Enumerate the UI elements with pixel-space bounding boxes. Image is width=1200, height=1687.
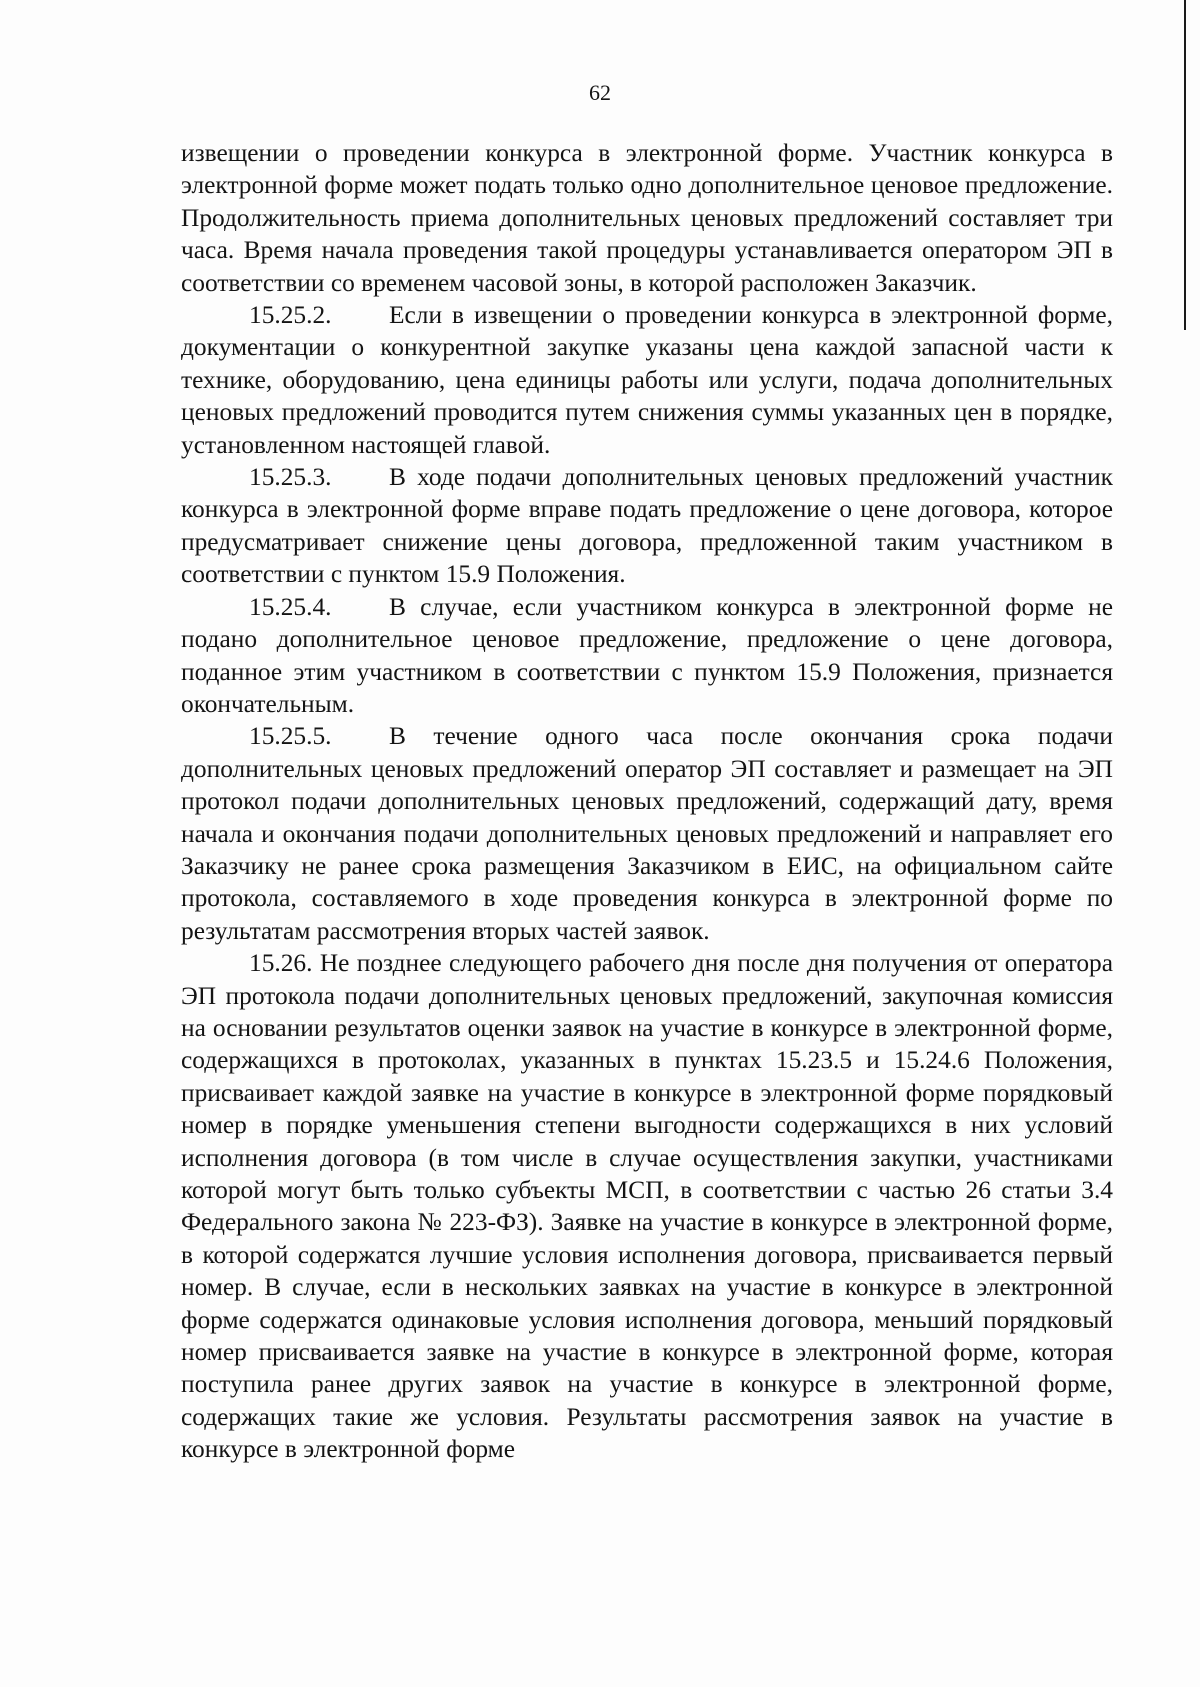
- paragraph-15-25-3: [181, 461, 1113, 591]
- scan-edge-line: [1184, 0, 1186, 330]
- clause-number: 15.25.3.: [249, 463, 332, 492]
- clause-number: 15.25.2.: [249, 301, 332, 330]
- paragraph-continuation: [181, 137, 1113, 299]
- paragraph-15-25-5: [181, 720, 1113, 947]
- document-body: [181, 137, 1113, 1466]
- paragraph-text: извещении о проведении конкурса в электронной форме. Участник конкурса в электронной форме может подать только одно дополнительное ценовое предложение. Продолжительность приема дополнительных ценовых предложений составляет три часа. Время начала проведения такой процедуры устанавливается оператором ЭП в соответствии со временем часовой зоны, в которой расположен Заказчик.: [181, 139, 1113, 297]
- paragraph-15-25-2: [181, 299, 1113, 461]
- paragraph-text: В ходе подачи дополнительных ценовых предложений участник конкурса в электронной форме вправе подать предложение о цене договора, которое предусматривает снижение цены договора, предложенной таким участником в соответствии с пунктом 15.9 Положения.: [181, 463, 1113, 589]
- paragraph-text: В течение одного часа после окончания срока подачи дополнительных ценовых предложений оператор ЭП составляет и размещает на ЭП протокол подачи дополнительных ценовых предложений, содержащий дату, время начала и окончания подачи дополнительных ценовых предложений и направляет его Заказчику не ранее срока размещения Заказчиком в ЕИС, на официальном сайте протокола, составляемого в ходе проведения конкурса в электронной форме по результатам рассмотрения вторых частей заявок.: [181, 722, 1113, 945]
- clause-number: 15.25.4.: [249, 592, 332, 621]
- paragraph-text: Если в извещении о проведении конкурса в электронной форме, документации о конкурентной закупке указаны цена каждой запасной части к технике, оборудованию, цена единицы работы или услуги, подача дополнительных ценовых предложений проводится путем снижения суммы указанных цен в порядке, установленном настоящей главой.: [181, 301, 1113, 459]
- paragraph-15-26: [181, 947, 1113, 1466]
- paragraph-text: В случае, если участником конкурса в электронной форме не подано дополнительное ценовое предложение, предложение о цене договора, поданное этим участником в соответствии с пунктом 15.9 Положения, признается окончательным.: [181, 592, 1113, 718]
- paragraph-text: 15.26. Не позднее следующего рабочего дня после дня получения от оператора ЭП протокола подачи дополнительных ценовых предложений, закупочная комиссия на основании результатов оценки заявок на участие в конкурсе в электронной форме, содержащихся в протоколах, указанных в пунктах 15.23.5 и 15.24.6 Положения, присваивает каждой заявке на участие в конкурсе в электронной форме порядковый номер в порядке уменьшения степени выгодности содержащихся в них условий исполнения договора (в том числе в случае осуществления закупки, участниками которой могут быть только субъекты МСП, в соответствии с частью 26 статьи 3.4 Федерального закона № 223-ФЗ). Заявке на участие в конкурсе в электронной форме, в которой содержатся лучшие условия исполнения договора, присваивается первый номер. В случае, если в нескольких заявках на участие в конкурсе в электронной форме содержатся одинаковые условия исполнения договора, меньший порядковый номер присваивается заявке на участие в конкурсе в электронной форме, которая поступила ранее других заявок на участие в конкурсе в электронной форме, содержащих такие же условия. Результаты рассмотрения заявок на участие в конкурсе в электронной форме: [181, 949, 1113, 1464]
- clause-number: 15.25.5.: [249, 722, 332, 751]
- page-number: 62: [589, 80, 611, 105]
- paragraph-15-25-4: [181, 591, 1113, 721]
